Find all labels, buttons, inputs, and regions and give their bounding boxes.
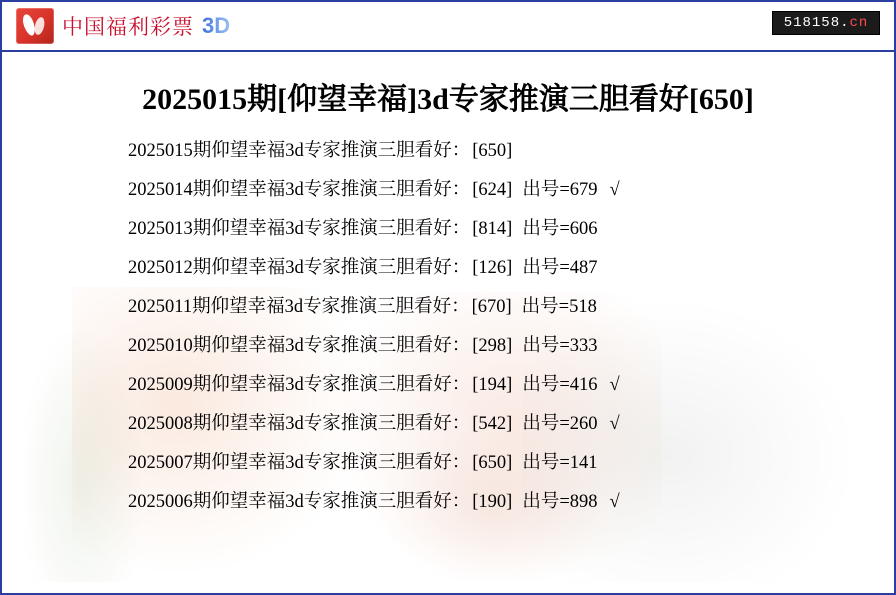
row-pick: [542] (472, 414, 513, 434)
list-item (2, 444, 894, 483)
row-pick: [650] (472, 141, 513, 161)
row-label: 2025014期仰望幸福3d专家推演三胆看好： (128, 180, 471, 200)
list-item (2, 171, 894, 210)
row-label: 2025007期仰望幸福3d专家推演三胆看好： (128, 453, 471, 473)
row-label: 2025013期仰望幸福3d专家推演三胆看好： (128, 219, 471, 239)
row-result-value: 487 (569, 258, 598, 278)
row-label: 2025006期仰望幸福3d专家推演三胆看好： (128, 492, 471, 512)
row-result-value: 333 (569, 336, 598, 356)
row-check-mark: √ (609, 414, 620, 434)
row-label: 2025011期仰望幸福3d专家推演三胆看好： (128, 297, 470, 317)
row-pick: [670] (471, 297, 512, 317)
list-item (2, 327, 894, 366)
row-result-value: 141 (569, 453, 598, 473)
row-result: 出号= (522, 336, 570, 356)
list-item (2, 249, 894, 288)
list-item (2, 405, 894, 444)
row-result-value: 898 (569, 492, 598, 512)
row-label: 2025015期仰望幸福3d专家推演三胆看好： (128, 141, 471, 161)
list-item (2, 366, 894, 405)
row-result: 出号= (522, 219, 570, 239)
site-watermark-tag (772, 11, 880, 35)
row-result-value: 260 (569, 414, 598, 434)
site-tag-number: 518158. (783, 15, 850, 31)
row-label: 2025012期仰望幸福3d专家推演三胆看好： (128, 258, 471, 278)
page-title: 2025015期[仰望幸福]3d专家推演三胆看好[650] (142, 83, 754, 116)
row-pick: [190] (472, 492, 513, 512)
list-item (2, 483, 894, 522)
prediction-list (2, 132, 894, 522)
brand-logo-group[interactable] (16, 8, 230, 44)
row-label: 2025008期仰望幸福3d专家推演三胆看好： (128, 414, 471, 434)
row-check-mark: √ (609, 375, 620, 395)
site-header (2, 2, 894, 52)
row-pick: [194] (472, 375, 513, 395)
row-label: 2025009期仰望幸福3d专家推演三胆看好： (128, 375, 471, 395)
row-result: 出号= (522, 414, 570, 434)
row-result: 出号= (522, 258, 570, 278)
row-result: 出号= (522, 453, 570, 473)
brand-name: 中国福利彩票 (62, 15, 194, 39)
row-check-mark: √ (609, 180, 620, 200)
row-pick: [650] (472, 453, 513, 473)
list-item (2, 288, 894, 327)
game-name-3d: 3D (202, 13, 231, 38)
row-result: 出号= (521, 297, 570, 317)
row-pick: [624] (472, 180, 513, 200)
site-tag-domain: cn (849, 15, 869, 31)
list-item (2, 210, 894, 249)
row-label: 2025010期仰望幸福3d专家推演三胆看好： (128, 336, 471, 356)
row-result-value: 518 (569, 297, 597, 317)
row-result-value: 416 (569, 375, 598, 395)
row-result-value: 679 (569, 180, 598, 200)
row-pick: [298] (472, 336, 513, 356)
row-check-mark: √ (609, 492, 620, 512)
row-pick: [126] (472, 258, 513, 278)
row-result: 出号= (522, 492, 570, 512)
list-item (2, 132, 894, 171)
row-result: 出号= (522, 180, 570, 200)
row-result-value: 606 (569, 219, 598, 239)
fucai-logo-icon (16, 8, 54, 44)
row-result: 出号= (522, 375, 570, 395)
row-pick: [814] (472, 219, 513, 239)
